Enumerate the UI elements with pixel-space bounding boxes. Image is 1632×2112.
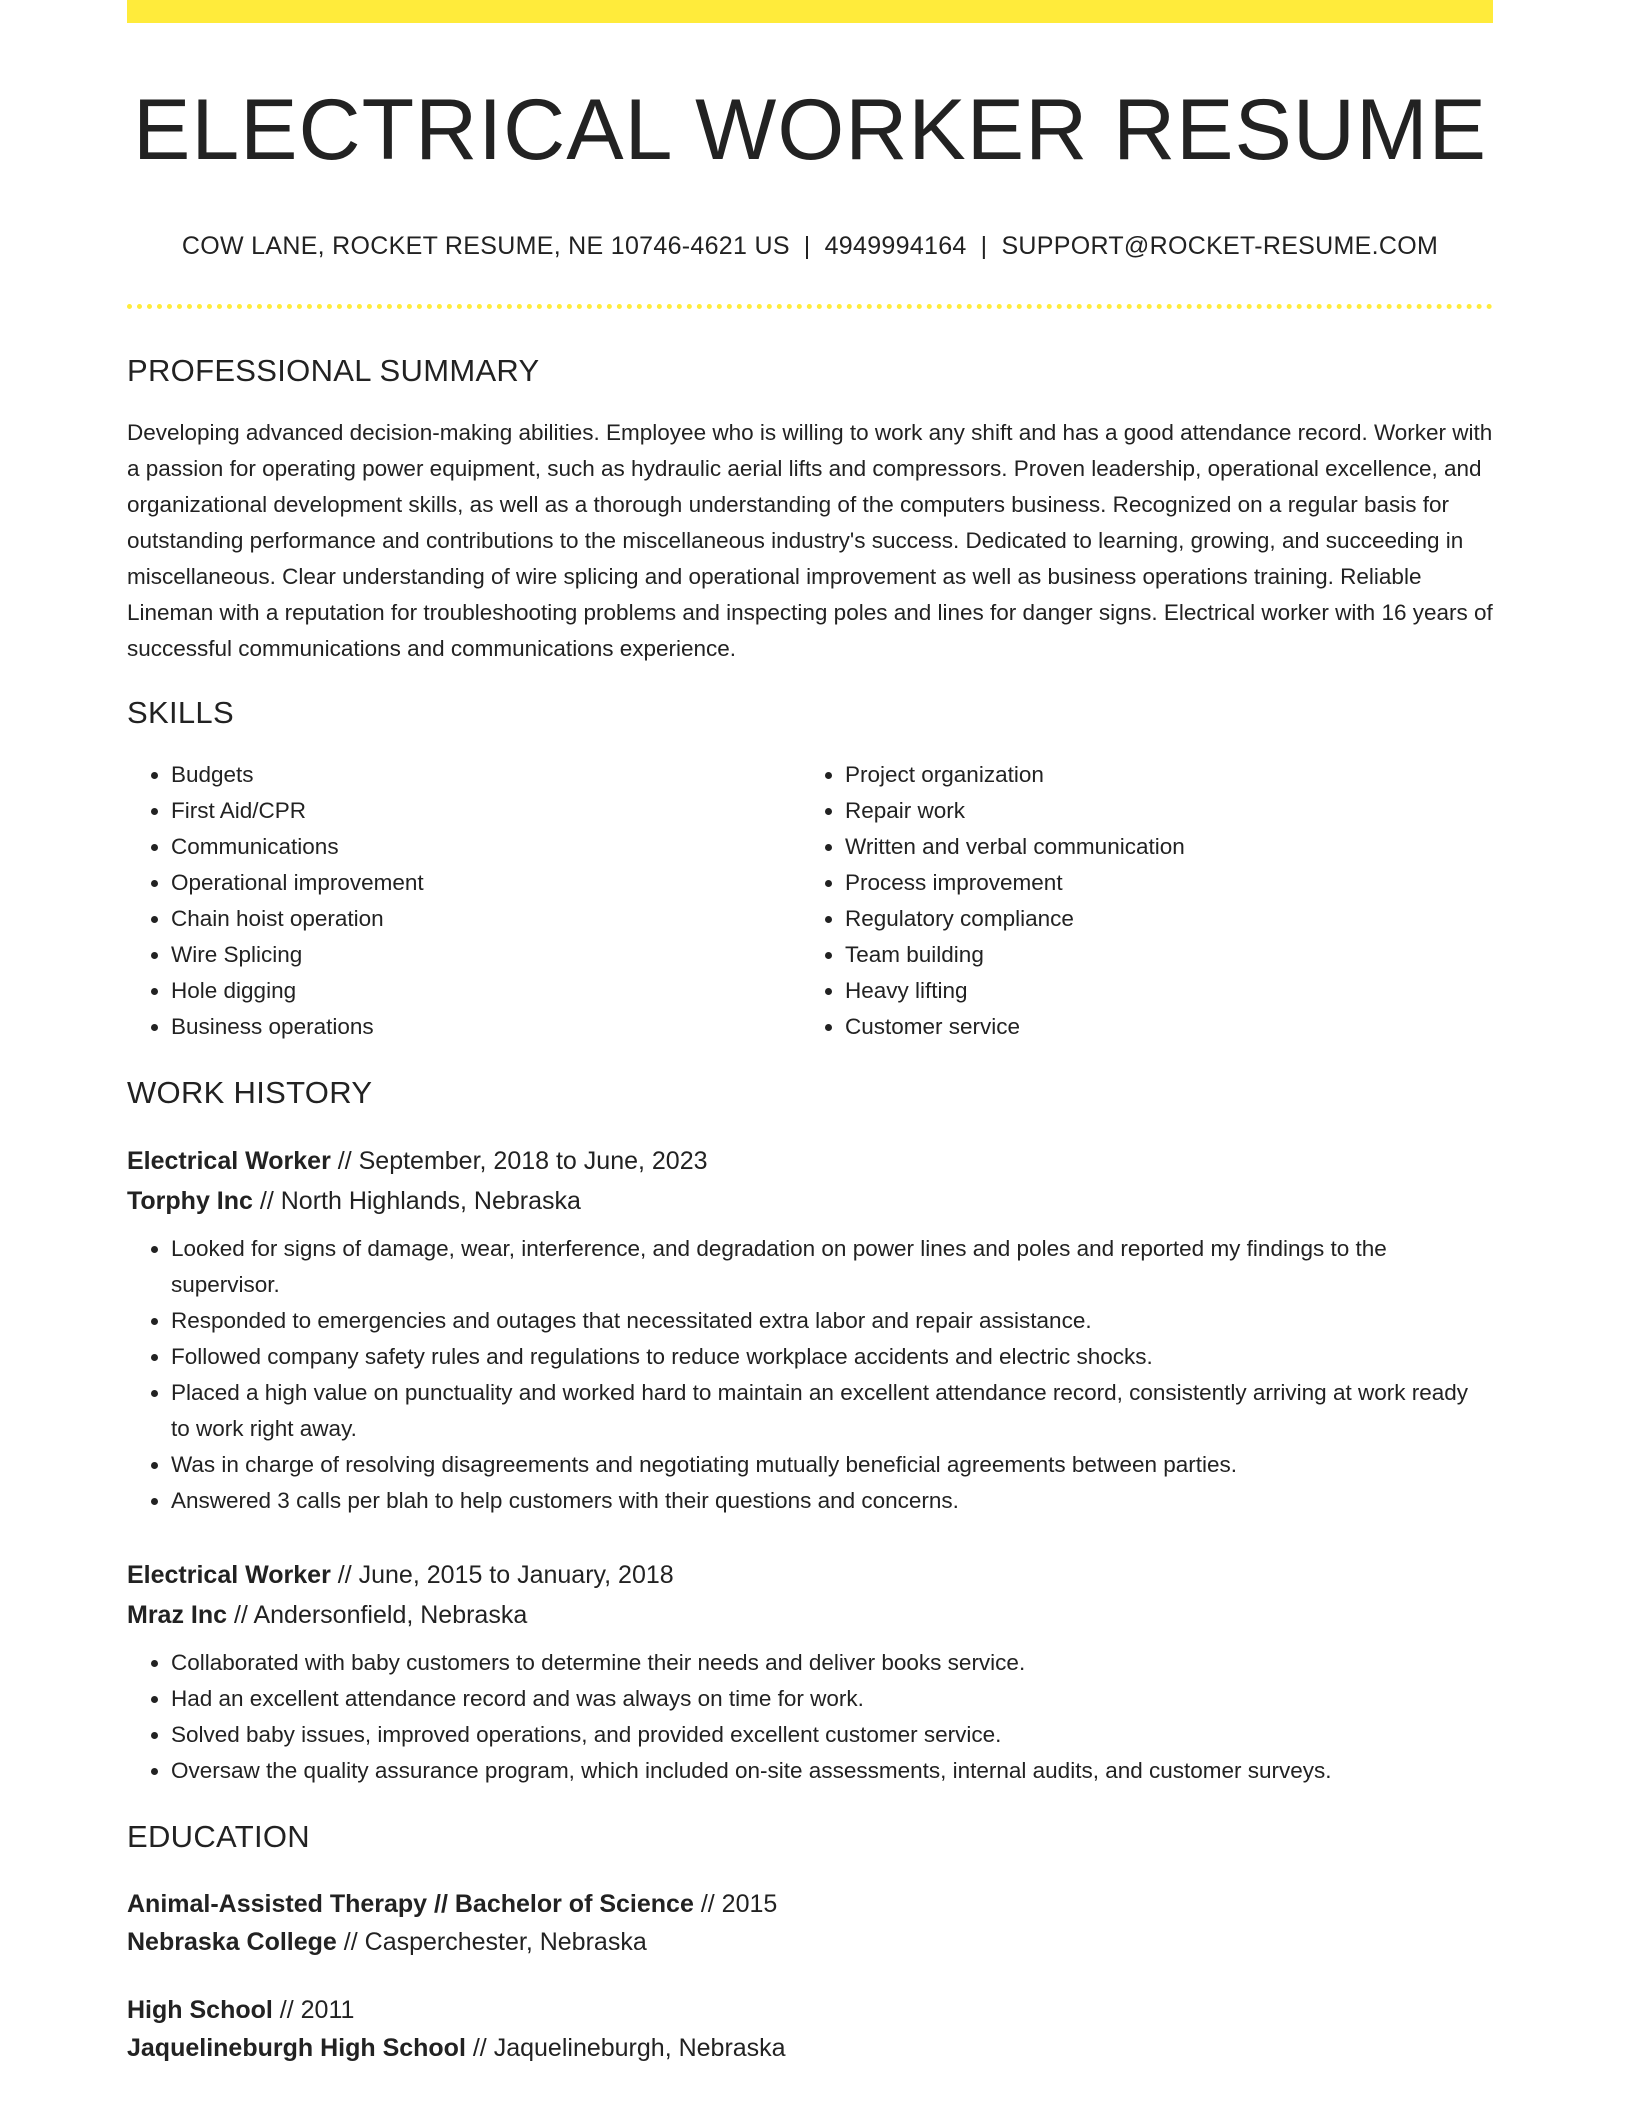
skill-item: • Team building <box>845 937 1485 973</box>
divider: // <box>700 1890 715 1919</box>
job-location: Andersonfield, Nebraska <box>253 1601 528 1630</box>
divider: // <box>279 1996 294 2025</box>
skill-item: • First Aid/CPR <box>171 793 801 829</box>
divider: // <box>337 1147 352 1176</box>
job-bullet: • Answered 3 calls per blah to help customers with their questions and concerns. <box>171 1483 1493 1519</box>
skills-list-left <box>127 757 801 1045</box>
job-dates: September, 2018 to June, 2023 <box>358 1147 708 1176</box>
summary-heading: PROFESSIONAL SUMMARY <box>127 353 540 389</box>
job-bullet: • Was in charge of resolving disagreements and negotiating mutually beneficial agreements between parties. <box>171 1447 1493 1483</box>
email: SUPPORT@ROCKET-RESUME.COM <box>1001 232 1439 261</box>
skill-item: • Budgets <box>171 757 801 793</box>
job-role: Electrical Worker <box>127 1561 331 1590</box>
skill-item: • Communications <box>171 829 801 865</box>
edu-degree: High School <box>127 1996 273 2025</box>
job-bullet: • Had an excellent attendance record and was always on time for work. <box>171 1681 1493 1717</box>
job-location: North Highlands, Nebraska <box>280 1187 581 1216</box>
skill-item: • Customer service <box>845 1009 1485 1045</box>
skill-item: • Chain hoist operation <box>171 901 801 937</box>
job-bullets <box>127 1231 1493 1519</box>
job-bullet: • Oversaw the quality assurance program, which included on-site assessments, internal audits, and customer surveys. <box>171 1753 1493 1789</box>
skills-columns <box>127 757 1493 1045</box>
contact-separator: | <box>803 232 811 261</box>
job-title-line <box>127 1141 1493 1181</box>
divider: // <box>259 1187 274 1216</box>
skill-item: • Written and verbal communication <box>845 829 1485 865</box>
divider: // <box>233 1601 248 1630</box>
edu-location: Jaquelineburgh, Nebraska <box>493 2034 786 2063</box>
job-bullet: • Responded to emergencies and outages that necessitated extra labor and repair assistance. <box>171 1303 1493 1339</box>
edu-year: 2015 <box>721 1890 778 1919</box>
skill-item: • Operational improvement <box>171 865 801 901</box>
skills-list-right <box>801 757 1485 1045</box>
resume-page <box>127 0 1493 2067</box>
edu-school: Jaquelineburgh High School <box>127 2034 466 2063</box>
skill-item: • Regulatory compliance <box>845 901 1485 937</box>
resume-title: ELECTRICAL WORKER RESUME <box>132 82 1488 178</box>
address: COW LANE, ROCKET RESUME, NE 10746-4621 US <box>181 232 790 261</box>
skill-item: • Hole digging <box>171 973 801 1009</box>
job-bullet: • Solved baby issues, improved operations, and provided excellent customer service. <box>171 1717 1493 1753</box>
skill-item: • Wire Splicing <box>171 937 801 973</box>
education-entry <box>127 1991 1493 2067</box>
contact-line <box>127 232 1493 261</box>
job-company: Mraz Inc <box>127 1601 228 1630</box>
divider: // <box>343 1928 358 1957</box>
skills-heading: SKILLS <box>127 695 234 731</box>
education-heading: EDUCATION <box>127 1819 310 1855</box>
edu-school-line <box>127 2029 1493 2067</box>
skill-item: • Heavy lifting <box>845 973 1485 1009</box>
edu-school: Nebraska College <box>127 1928 337 1957</box>
contact-separator: | <box>980 232 988 261</box>
job-bullet: • Placed a high value on punctuality and worked hard to maintain an excellent attendance record, consistently arriving at work ready to work right away. <box>171 1375 1493 1447</box>
job-entry <box>127 1141 1493 1519</box>
edu-degree: Animal-Assisted Therapy // Bachelor of Science <box>127 1890 694 1919</box>
edu-year: 2011 <box>300 1996 355 2025</box>
job-bullet: • Collaborated with baby customers to determine their needs and deliver books service. <box>171 1645 1493 1681</box>
job-company-line <box>127 1181 1493 1221</box>
edu-school-line <box>127 1923 1493 1961</box>
job-company: Torphy Inc <box>127 1187 253 1216</box>
skill-item: • Project organization <box>845 757 1485 793</box>
job-bullet: • Looked for signs of damage, wear, interference, and degradation on power lines and poles and reported my findings to the supervisor. <box>171 1231 1493 1303</box>
job-company-line <box>127 1595 1493 1635</box>
edu-degree-line <box>127 1991 1493 2029</box>
work-history-heading: WORK HISTORY <box>127 1075 373 1111</box>
edu-location: Casperchester, Nebraska <box>364 1928 647 1957</box>
summary-text: Developing advanced decision-making abilities. Employee who is willing to work any shift and has a good attendance record. Worker with a passion for operating power equipment, such as hydraulic aerial lifts and compressors. Proven leadership, operational excellence, and organizational development skills, as well as a thorough understanding of the computers business. Recognized on a regular basis for outstanding performance and contributions to the miscellaneous industry's success. Dedicated to learning, growing, and succeeding in miscellaneous. Clear understanding of wire splicing and operational improvement as well as business operations training. Reliable Lineman with a reputation for troubleshooting problems and inspecting poles and lines for danger signs. Electrical worker with 16 years of successful communications and communications experience. <box>127 420 1493 662</box>
job-title-line <box>127 1555 1493 1595</box>
job-role: Electrical Worker <box>127 1147 331 1176</box>
education-entry <box>127 1885 1493 1961</box>
accent-bar <box>127 0 1493 23</box>
job-entry <box>127 1555 1493 1789</box>
divider: // <box>337 1561 352 1590</box>
job-bullets <box>127 1645 1493 1789</box>
skill-item: • Repair work <box>845 793 1485 829</box>
job-bullet: • Followed company safety rules and regulations to reduce workplace accidents and electric shocks. <box>171 1339 1493 1375</box>
skill-item: • Process improvement <box>845 865 1485 901</box>
dotted-divider <box>127 304 1493 309</box>
divider: // <box>472 2034 487 2063</box>
skill-item: • Business operations <box>171 1009 801 1045</box>
edu-degree-line <box>127 1885 1493 1923</box>
job-dates: June, 2015 to January, 2018 <box>358 1561 674 1590</box>
phone: 4949994164 <box>824 232 967 261</box>
